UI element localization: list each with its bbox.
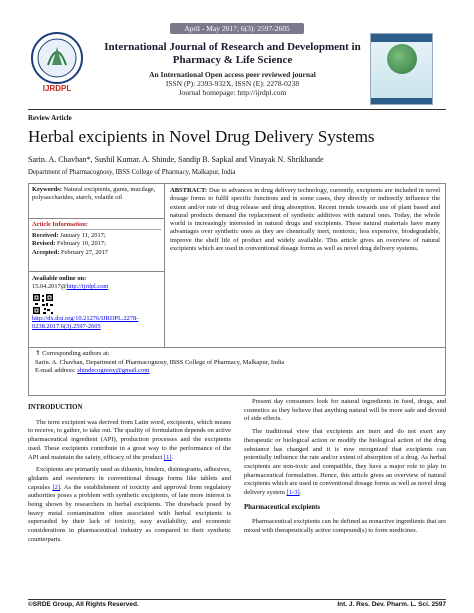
author-list: Sarin. A. Chavhan*, Sushil Kumar. A. Shinde, Sandip B. Sapkal and Vinayak N. Shrikhande [28,155,324,164]
journal-title: International Journal of Research and Development in Pharmacy & Life Science [104,41,361,66]
correspondence-label: ⇑ Corresponding authors at: [35,350,110,357]
article-info-heading: Article Information: [32,221,161,230]
revised-label: Revised: [32,240,56,248]
journal-issn: ISSN (P): 2393-932X, ISSN (E): 2278-0238 [165,79,300,88]
received-label: Received: [32,232,59,240]
excipients-heading: Pharmaceutical excipients [244,503,321,511]
logo-text: IJRDPL [42,84,72,93]
abstract-label: ABSTRACT: [170,187,208,194]
citation-link[interactable]: [1] [163,453,172,461]
abstract-box [164,183,446,348]
correspondence-address: Sarin. A. Chavhan, Department of Pharmacognosy, IBSS College of Pharmacy, Malkapur, India [35,358,285,366]
footer-divider [28,599,446,600]
right-column [244,398,446,540]
citation-link[interactable]: [1-3] [286,489,300,497]
email-link[interactable]: shindecognosy@gmail.com [77,367,150,375]
online-availability-box [28,272,164,348]
received-date: January 11, 2017; [60,232,106,240]
journal-subtitle: An International Open access peer reviewed journal [149,70,316,79]
email-label: E-mail address: [35,367,76,375]
online-label: Available online on: [32,275,87,282]
accepted-label: Accepted: [32,248,60,256]
doi-link[interactable]: http://dx.doi.org/10.21276/IJRDPL.2278-0238.2017.6(3).2597-2605 [32,315,139,330]
article-title: Herbal excipients in Novel Drug Delivery Systems [28,127,375,146]
journal-header [100,41,365,97]
footer-page-info: Int. J. Res. Dev. Pharm. L. Sci. 2597 [337,601,446,608]
intro-paragraph-1: The term excipient was derived from Latin word, excipients, which means to receive, to gather, to take out. The quality of formulation depends on active pharmaceutical ingredient (API), production processes and the excipients used. These excipients contribute in a great way to the performance of the API and maintain the safety, efficacy of the product [1]. [28,418,231,461]
keywords-text: Natural excipients, gums, mucilage, polysaccharides, starch, volatile oil [32,186,156,201]
correspondence-box [28,348,446,396]
citation-link[interactable]: [2] [52,483,61,491]
journal-logo [28,31,86,93]
footer-copyright: ©SRDE Group, All Rights Reserved. [28,601,139,608]
keywords-label: Keywords: [32,186,62,193]
author-affiliation: Department of Pharmacognosy, IBSS College of Pharmacy, Malkapur, India [28,169,236,176]
introduction-heading: INTRODUCTION [28,404,83,411]
journal-homepage[interactable]: Journal homepage: http://ijrdpl.com [178,88,287,97]
article-info-box [28,219,164,272]
issue-text: April - May 2017; 6(3): 2597-2605 [170,23,304,34]
right-paragraph-3: Pharmaceutical excipients can be defined as nonactive ingredients that are mixed with therapeutically active compound(s) to form medicines. [244,518,446,535]
accepted-date: February 27, 2017 [60,248,108,256]
keywords-box [28,183,164,219]
right-paragraph-1: Present day consumers look for natural ingredients in food, drugs, and cosmetics as they believe that anything natural will be more safe and devoid of side effects. [244,398,446,423]
revised-date: February 10, 2017; [57,240,106,248]
intro-paragraph-2: Excipients are primarily used as diluents, binders, disintegrants, adhesives, glidants and sweeteners in conventional dosage forms like tablets and capsules [2]. As the establishment of toxicity and approval from regulatory authorities poses a problem with synthetic excipients, of late more interest is being shown by researchers in herbal excipients. The drawback posed by heavy metal contamination often associated with herbal excipients is superseded by their lack of toxicity, easy availability, and economic considerations in pharmaceutical industry as compared to their synthetic counterparts. [28,466,232,543]
online-date: 15.04.2017@ [32,283,67,290]
right-paragraph-2: The traditional view that excipients are inert and do not exert any therapeutic or biological action or modify the biological action of the drug substance has changed and it is now recognized that excipients can potentially influence the rate and/or extent of absorption of a drug. As herbal excipients are non-toxic and compatible, they have a major role to play in pharmaceutical formulation. Hence, this article gives an overview of natural excipients which are used in conventional dosage forms as well as novel drug delivery system [1-3]. [244,428,446,497]
article-type: Review Article [28,114,72,122]
journal-cover-thumbnail [370,33,433,105]
online-url-link[interactable]: http://ijrdpl.com [66,283,109,290]
header-divider [28,109,446,110]
left-column [28,404,231,549]
abstract-text: Due to advances in drug delivery technology, currently, excipients are included in novel dosage forms to fulfil specific functions and in some cases, they directly or indirectly influence the extent and/or rate of drug release and drug absorption. Recent trends towards use of plant based and natural products demand the replacement of synthetic additives with natural ones. Today, the whole world is increasingly interested in natural drugs and excipients. These natural materials have many advantages over synthetic ones as they are chemically inert, nontoxic, less expensive, biodegradable, improve the shelf life of product and widely available. This article gives an overview of natural excipients which are used in conventional dosage forms as well as novel drug delivery systems. [170,187,441,253]
qr-code-icon[interactable] [32,293,54,315]
